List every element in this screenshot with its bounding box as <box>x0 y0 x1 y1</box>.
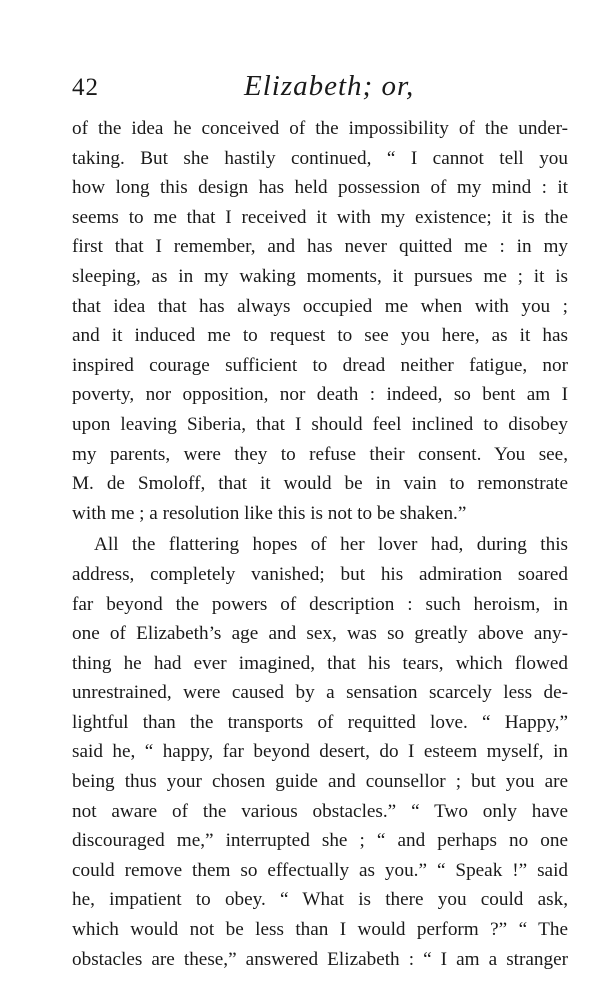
text-line: of the idea he conceived of the impossibility of the under- <box>72 118 568 139</box>
text-line: not aware of the various obstacles.” “ Two only have <box>72 800 568 822</box>
text-line: with me ; a resolution like this is not to be shaken.” <box>72 502 467 524</box>
text-line: which would not be less than I would perform ?” “ The <box>72 919 568 941</box>
text-line: sleeping, as in my waking moments, it pursues me ; it is <box>72 265 568 287</box>
text-line: how long this design has held possession of my mind : it <box>72 177 568 199</box>
text-line: lightful than the transports of requitted love. “ Happy,” <box>72 711 568 733</box>
running-head: Elizabeth; or, <box>244 70 415 102</box>
text-line: one of Elizabeth’s age and sex, was so greatly above any- <box>72 623 568 645</box>
text-line: poverty, nor opposition, nor death : indeed, so bent am I <box>72 384 568 406</box>
text-line: first that I remember, and has never quitted me : in my <box>72 236 568 258</box>
text-line: All the flattering hopes of her lover had, during this <box>94 534 568 556</box>
text-line: my parents, were they to refuse their consent. You see, <box>72 443 568 465</box>
text-line: thing he had ever imagined, that his tears, which flowed <box>72 652 568 674</box>
text-line: unrestrained, were caused by a sensation scarcely less de- <box>72 682 568 704</box>
text-line: being thus your chosen guide and counsellor ; but you are <box>72 771 568 793</box>
text-line: seems to me that I received it with my existence; it is the <box>72 206 568 228</box>
text-line: obstacles are these,” answered Elizabeth : “ I am a stranger <box>72 948 568 970</box>
paragraph-1 <box>72 114 568 528</box>
text-line: discouraged me,” interrupted she ; “ and perhaps no one <box>72 830 568 852</box>
text-line: said he, “ happy, far beyond desert, do I esteem myself, in <box>72 741 568 763</box>
text-line: could remove them so effectually as you.” “ Speak !” said <box>72 859 568 881</box>
text-line: he, impatient to obey. “ What is there you could ask, <box>72 889 568 911</box>
text-line: that idea that has always occupied me when with you ; <box>72 295 568 317</box>
page-header <box>72 70 572 110</box>
text-line: upon leaving Siberia, that I should feel inclined to disobey <box>72 413 568 435</box>
text-line: and it induced me to request to see you here, as it has <box>72 325 568 347</box>
text-line: address, completely vanished; but his admiration soared <box>72 563 568 585</box>
body-text <box>72 114 568 974</box>
text-line: taking. But she hastily continued, “ I cannot tell you <box>72 147 568 169</box>
paragraph-2 <box>72 530 568 974</box>
text-line: inspired courage sufficient to dread neither fatigue, nor <box>72 354 568 376</box>
page-number: 42 <box>72 74 99 101</box>
text-line: far beyond the powers of description : such heroism, in <box>72 593 568 615</box>
text-line: M. de Smoloff, that it would be in vain to remonstrate <box>72 473 568 495</box>
